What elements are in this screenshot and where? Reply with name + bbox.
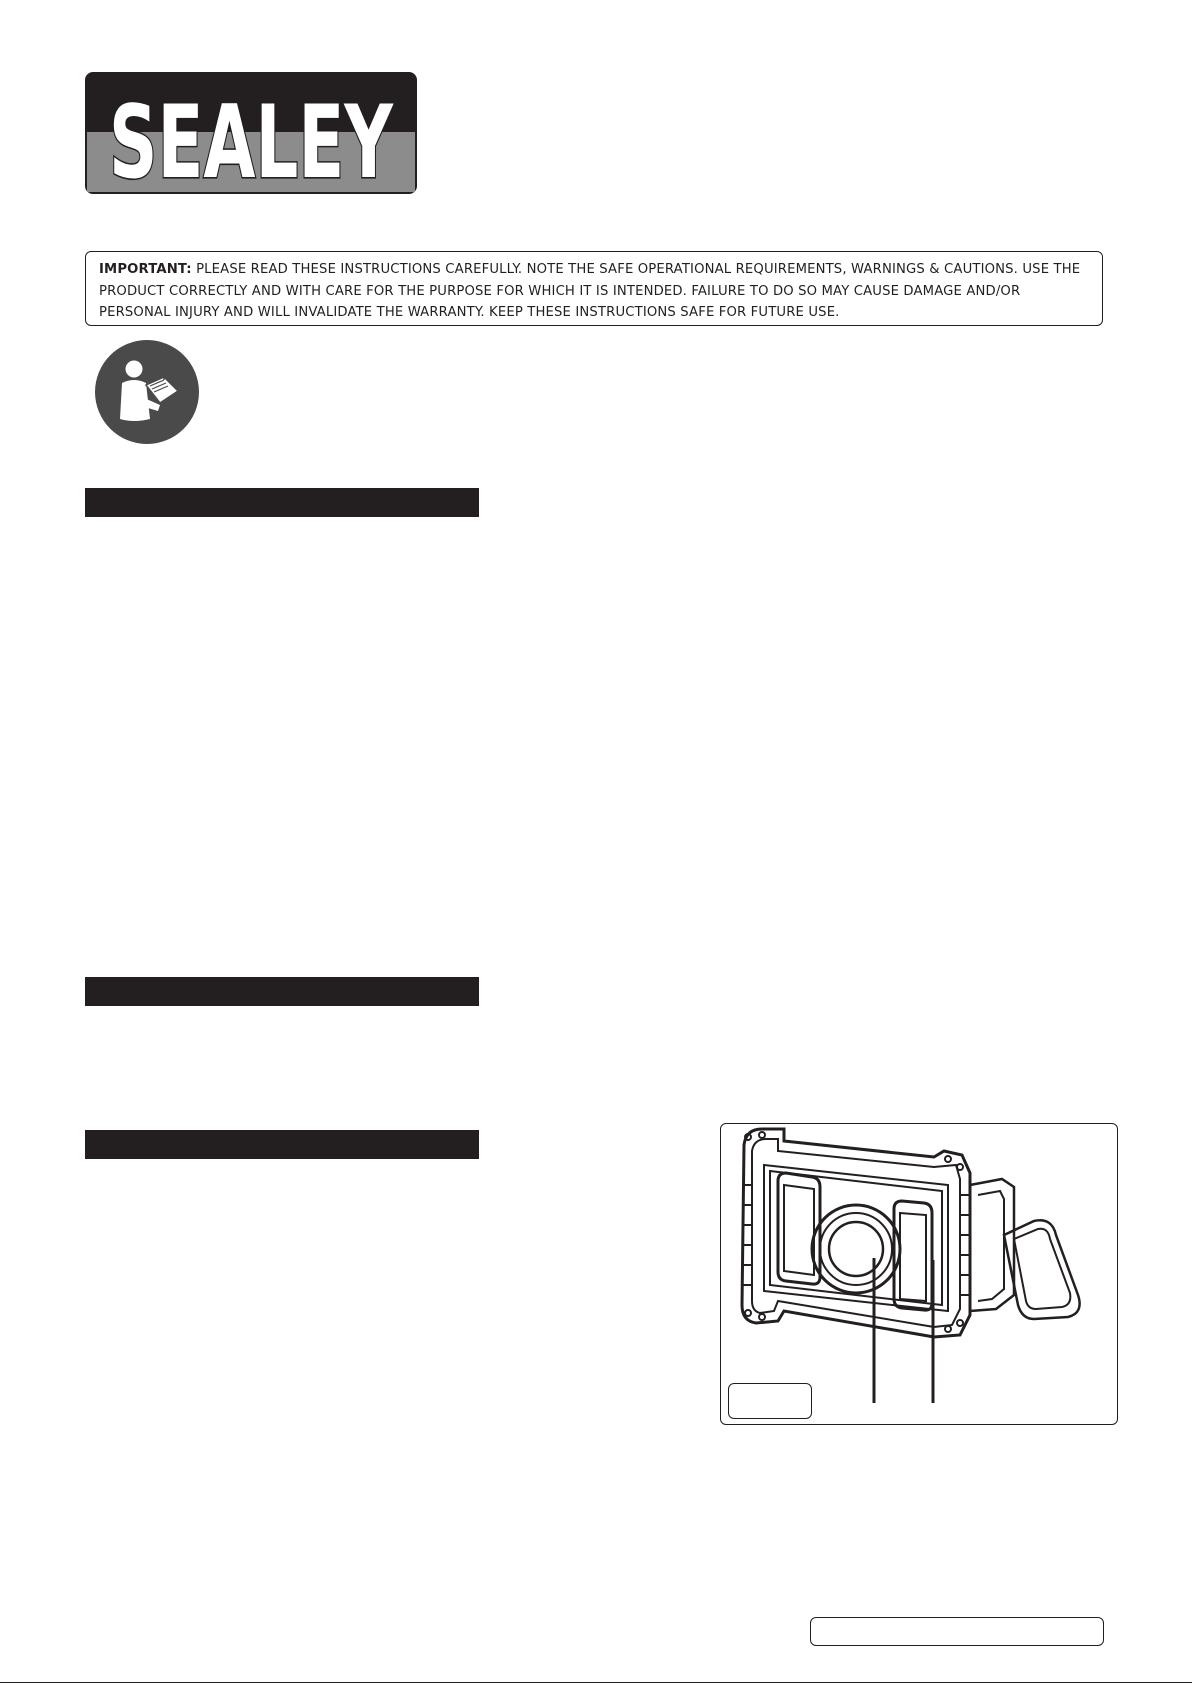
footer-field-box <box>810 1617 1104 1646</box>
svg-text:SEALEY: SEALEY <box>109 84 395 202</box>
read-manual-icon <box>94 339 200 445</box>
work-light-illustration <box>734 1125 1104 1403</box>
section-header-bar-3 <box>85 1130 479 1159</box>
section-header-bar-2 <box>85 977 479 1006</box>
sealey-logo <box>85 72 417 202</box>
figure-label-box <box>728 1383 812 1419</box>
important-notice <box>85 251 1103 326</box>
section-header-bar-1 <box>85 488 479 517</box>
notice-body: PLEASE READ THESE INSTRUCTIONS CAREFULLY. NOTE THE SAFE OPERATIONAL REQUIREMENTS, WARNINGS & CAUTIONS. USE THE PRODUCT CORRECTLY AND WITH CARE FOR THE PURPOSE FOR WHICH IT IS INTENDED. FAILURE TO DO SO MAY CAUSE DAMAGE AND/OR PERSONAL INJURY AND WILL INVALIDATE THE WARRANTY. KEEP THESE INSTRUCTIONS SAFE FOR FUTURE USE. <box>99 262 1081 320</box>
footer-rule <box>0 1682 1192 1683</box>
notice-lead: IMPORTANT: <box>99 262 192 277</box>
